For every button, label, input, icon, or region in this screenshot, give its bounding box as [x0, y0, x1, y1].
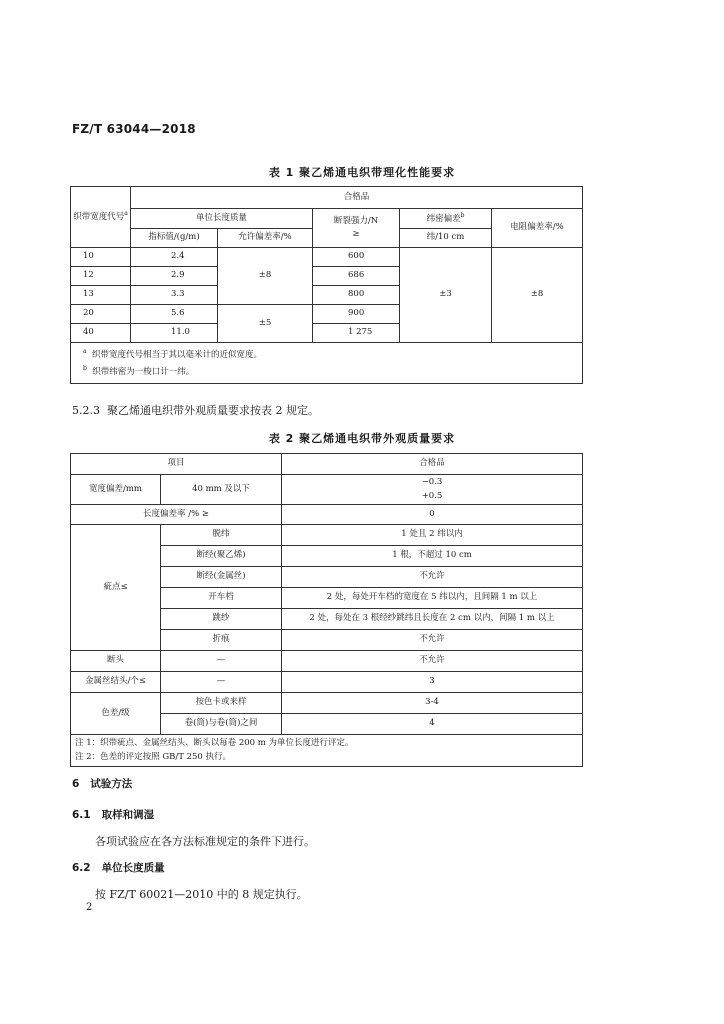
standard-number: FZ/T 63044—2018	[72, 122, 196, 136]
t2-width-val: −0.3 +0.5	[282, 475, 583, 505]
t1-dev-a: ±8	[218, 248, 313, 305]
t1-mass: 2.9	[131, 267, 218, 286]
section-6-1-text: 各项试验应在各方法标准规定的条件下进行。	[95, 835, 315, 848]
t1-force: 686	[313, 267, 400, 286]
section-6-1-heading: 6.1 取样和调湿	[72, 809, 155, 821]
t1-nominal-header: 指标值/(g/m)	[131, 229, 218, 248]
t2-length-dev: 长度偏差率 /% ≥	[71, 505, 282, 525]
t2-defect-name: 脱纬	[161, 525, 282, 546]
t2-color-val: 4	[282, 714, 583, 735]
t1-dev-b: ±5	[218, 305, 313, 343]
t1-weft-val: ±3	[400, 248, 492, 343]
t2-color: 色差/级	[71, 693, 161, 735]
t2-qual-header: 合格品	[282, 454, 583, 475]
table1-caption: 表 1 聚乙烯通电织带理化性能要求	[268, 166, 456, 179]
t1-col-code: 织带宽度代号$^a$	[71, 187, 131, 248]
t2-length-val: 0	[282, 505, 583, 525]
table-row	[71, 525, 583, 546]
t1-weft-unit-header: 纬/10 cm	[400, 229, 492, 248]
t1-mass: 11.0	[131, 324, 218, 343]
t1-mass: 3.3	[131, 286, 218, 305]
t1-allowed-header: 允许偏差率/%	[218, 229, 313, 248]
table-row	[71, 475, 583, 505]
t1-unit-mass-header: 单位长度质量	[131, 209, 313, 229]
t2-color-name: 按色卡或来样	[161, 693, 282, 714]
t2-defect-val: 1 处且 2 纬以内	[282, 525, 583, 546]
t2-notes: 注 1：织带疵点、金属丝结头、断头以每卷 200 m 为单位长度进行评定。 注 2：色差的评定按照 GB/T 250 执行。	[71, 735, 583, 767]
table2	[70, 453, 583, 767]
page-number: 2	[86, 902, 93, 913]
t2-color-val: 3-4	[282, 693, 583, 714]
t1-force: 1 275	[313, 324, 400, 343]
section-6-2-text: 按 FZ/T 60021—2010 中的 8 规定执行。	[95, 888, 308, 901]
t2-metal-val: 3	[282, 672, 583, 693]
t1-resist-val: ±8	[492, 248, 583, 343]
t2-metal-knot: 金属丝结头/个≤	[71, 672, 161, 693]
t2-defect-val: 不允许	[282, 567, 583, 588]
t2-defects: 疵点≤	[71, 525, 161, 651]
t2-defect-val: 2 处，每处开车档的宽度在 5 纬以内，且间隔 1 m 以上	[282, 588, 583, 609]
t1-weft-header: 纬密偏差$^b$	[400, 209, 492, 229]
table2-caption: 表 2 聚乙烯通电织带外观质量要求	[268, 432, 456, 445]
section-6-heading: 6 试验方法	[72, 778, 133, 790]
table-row	[71, 248, 583, 267]
para-523: 5.2.3 聚乙烯通电织带外观质量要求按表 2 规定。	[72, 404, 319, 417]
t1-breaking-header: 断裂强力/N ≥	[313, 209, 400, 248]
t1-code: 10	[71, 248, 131, 267]
t2-color-name: 卷(筒)与卷(筒)之间	[161, 714, 282, 735]
t2-defect-name: 开车档	[161, 588, 282, 609]
t1-code: 12	[71, 267, 131, 286]
t1-force: 800	[313, 286, 400, 305]
t2-defect-name: 断经(聚乙烯)	[161, 546, 282, 567]
t2-metal-dash: —	[161, 672, 282, 693]
t1-code: 40	[71, 324, 131, 343]
t1-mass: 2.4	[131, 248, 218, 267]
t1-code: 20	[71, 305, 131, 324]
t2-defect-val: 不允许	[282, 630, 583, 651]
t1-resist-header: 电阻偏差率/%	[492, 209, 583, 248]
t2-item-header: 项目	[71, 454, 282, 475]
t2-width-dev: 宽度偏差/mm	[71, 475, 161, 505]
table-row	[71, 505, 583, 525]
table-row	[71, 672, 583, 693]
t1-force: 900	[313, 305, 400, 324]
t2-defect-name: 断经(金属丝)	[161, 567, 282, 588]
t1-force: 600	[313, 248, 400, 267]
t1-mass: 5.6	[131, 305, 218, 324]
table-row	[71, 693, 583, 714]
section-6-2-heading: 6.2 单位长度质量	[72, 862, 165, 874]
t2-break-val: 不允许	[282, 651, 583, 672]
table1	[70, 186, 583, 384]
t2-defect-name: 折痕	[161, 630, 282, 651]
t2-break-end: 断头	[71, 651, 161, 672]
t2-defect-val: 2 处，每处在 3 根经纱跳纬且长度在 2 cm 以内，间隔 1 m 以上	[282, 609, 583, 630]
t2-width-cond: 40 mm 及以下	[161, 475, 282, 505]
t1-code: 13	[71, 286, 131, 305]
t1-notes: $^a$ 织带宽度代号相当于其以毫米计的近似宽度。 $^b$ 织带纬密为一梭口计一纬。	[71, 343, 583, 384]
t2-defect-val: 1 根，不超过 10 cm	[282, 546, 583, 567]
t2-break-dash: —	[161, 651, 282, 672]
table-row	[71, 651, 583, 672]
t1-qualified-header: 合格品	[131, 187, 583, 209]
t2-defect-name: 跳纱	[161, 609, 282, 630]
